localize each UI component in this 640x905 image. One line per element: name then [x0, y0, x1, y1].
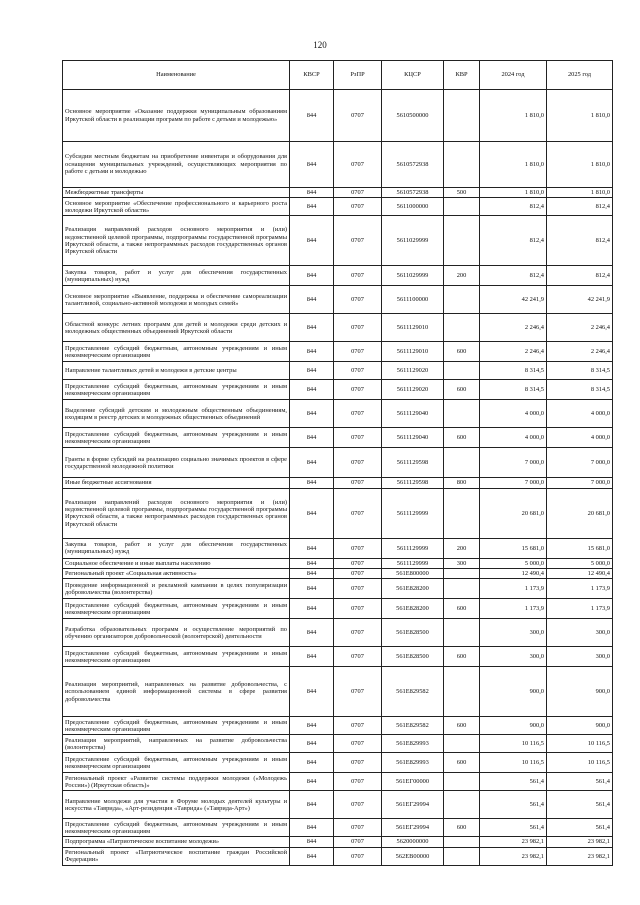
cell-kvr: 600: [444, 647, 480, 667]
cell-kvr: [444, 735, 480, 753]
cell-2025: 812,4: [547, 216, 613, 266]
cell-kcsr: 5611129040: [382, 428, 444, 448]
table-row: [63, 791, 613, 819]
table-row: [63, 599, 613, 619]
cell-rzpr: 0707: [334, 198, 382, 216]
cell-2025: 7 000,0: [547, 448, 613, 478]
cell-kcsr: 5611129020: [382, 380, 444, 400]
table-body: [63, 90, 613, 866]
cell-kcsr: 561E829993: [382, 753, 444, 773]
cell-kvsr: 844: [290, 619, 334, 647]
cell-kvr: 600: [444, 599, 480, 619]
table-row: [63, 569, 613, 579]
header-kcsr: КЦСР: [382, 61, 444, 90]
cell-kvr: 600: [444, 380, 480, 400]
cell-rzpr: 0707: [334, 400, 382, 428]
cell-kcsr: 5611029999: [382, 266, 444, 286]
cell-kcsr: 5611129020: [382, 362, 444, 380]
cell-kvsr: 844: [290, 198, 334, 216]
cell-2025: 23 982,1: [547, 847, 613, 865]
cell-rzpr: 0707: [334, 90, 382, 142]
cell-name: Предоставление субсидий бюджетным, автономным учреждениям и иным некоммерческим организациям: [63, 753, 290, 773]
cell-kvsr: 844: [290, 448, 334, 478]
cell-rzpr: 0707: [334, 216, 382, 266]
cell-2024: 42 241,9: [480, 286, 547, 314]
cell-rzpr: 0707: [334, 342, 382, 362]
cell-2024: 1 810,0: [480, 90, 547, 142]
cell-2025: 1 173,9: [547, 579, 613, 599]
table-row: [63, 735, 613, 753]
cell-2025: 8 314,5: [547, 380, 613, 400]
header-year-2024: 2024 год: [480, 61, 547, 90]
cell-2025: 20 681,0: [547, 488, 613, 538]
cell-2025: 1 810,0: [547, 90, 613, 142]
cell-2024: 2 246,4: [480, 314, 547, 342]
cell-2025: 2 246,4: [547, 314, 613, 342]
cell-kvr: [444, 837, 480, 847]
cell-2025: 812,4: [547, 266, 613, 286]
cell-name: Подпрограмма «Патриотическое воспитание молодежи»: [63, 837, 290, 847]
cell-2024: 300,0: [480, 647, 547, 667]
cell-kvsr: 844: [290, 188, 334, 198]
cell-rzpr: 0707: [334, 286, 382, 314]
header-row: [63, 61, 613, 90]
cell-2024: 7 000,0: [480, 478, 547, 488]
header-year-2025: 2025 год: [547, 61, 613, 90]
cell-2025: 23 982,1: [547, 837, 613, 847]
cell-kvsr: 844: [290, 428, 334, 448]
cell-kvr: [444, 847, 480, 865]
cell-2024: 23 982,1: [480, 847, 547, 865]
cell-2024: 7 000,0: [480, 448, 547, 478]
cell-rzpr: 0707: [334, 362, 382, 380]
cell-kcsr: 561E828500: [382, 647, 444, 667]
cell-rzpr: 0707: [334, 314, 382, 342]
page-number: 120: [313, 40, 327, 50]
cell-name: Социальное обеспечение и иные выплаты населению: [63, 558, 290, 568]
cell-rzpr: 0707: [334, 538, 382, 558]
cell-kvsr: 844: [290, 717, 334, 735]
cell-kvsr: 844: [290, 647, 334, 667]
table-row: [63, 342, 613, 362]
cell-2025: 8 314,5: [547, 362, 613, 380]
table-row: [63, 314, 613, 342]
cell-name: Предоставление субсидий бюджетным, автономным учреждениям и иным некоммерческим организациям: [63, 647, 290, 667]
cell-kvr: [444, 400, 480, 428]
cell-kvsr: 844: [290, 558, 334, 568]
cell-name: Предоставление субсидий бюджетным, автономным учреждениям и иным некоммерческим организациям: [63, 342, 290, 362]
cell-kvr: 600: [444, 819, 480, 837]
cell-name: Основное мероприятие «Оказание поддержки муниципальным образованиям Иркутской области в реализации программ по работе с детьми и молодежью»: [63, 90, 290, 142]
cell-kcsr: 5611100000: [382, 286, 444, 314]
table-row: [63, 847, 613, 865]
cell-name: Закупка товаров, работ и услуг для обеспечения государственных (муниципальных) нужд: [63, 266, 290, 286]
cell-rzpr: 0707: [334, 773, 382, 791]
cell-2025: 4 000,0: [547, 428, 613, 448]
table-row: [63, 188, 613, 198]
cell-2025: 5 000,0: [547, 558, 613, 568]
cell-2025: 561,4: [547, 819, 613, 837]
table-row: [63, 216, 613, 266]
cell-2025: 4 000,0: [547, 400, 613, 428]
cell-2024: 561,4: [480, 773, 547, 791]
cell-name: Основное мероприятие «Выявление, поддержка и обеспечение самореализации талантливой, социально-активной молодежи и молодых семей»: [63, 286, 290, 314]
cell-name: Предоставление субсидий бюджетным, автономным учреждениям и иным некоммерческим организациям: [63, 819, 290, 837]
cell-kcsr: 5611029999: [382, 216, 444, 266]
cell-kvr: [444, 619, 480, 647]
cell-rzpr: 0707: [334, 847, 382, 865]
cell-kcsr: 5610500000: [382, 90, 444, 142]
cell-kvr: 600: [444, 342, 480, 362]
cell-2025: 10 116,5: [547, 735, 613, 753]
table-row: [63, 380, 613, 400]
table-row: [63, 266, 613, 286]
cell-kcsr: 561E828200: [382, 579, 444, 599]
cell-2025: 900,0: [547, 667, 613, 717]
table-row: [63, 400, 613, 428]
cell-rzpr: 0707: [334, 558, 382, 568]
table-row: [63, 198, 613, 216]
cell-kvsr: 844: [290, 380, 334, 400]
cell-kvsr: 844: [290, 791, 334, 819]
cell-2024: 900,0: [480, 667, 547, 717]
cell-kcsr: 5611129999: [382, 488, 444, 538]
cell-2024: 812,4: [480, 266, 547, 286]
cell-2025: 7 000,0: [547, 478, 613, 488]
cell-kvr: 600: [444, 753, 480, 773]
cell-2024: 10 116,5: [480, 735, 547, 753]
cell-rzpr: 0707: [334, 735, 382, 753]
cell-2024: 23 982,1: [480, 837, 547, 847]
cell-2025: 300,0: [547, 619, 613, 647]
cell-2024: 4 000,0: [480, 400, 547, 428]
cell-rzpr: 0707: [334, 569, 382, 579]
cell-2024: 1 173,9: [480, 579, 547, 599]
cell-2024: 1 173,9: [480, 599, 547, 619]
cell-2025: 561,4: [547, 773, 613, 791]
cell-kvsr: 844: [290, 286, 334, 314]
cell-kvr: 600: [444, 717, 480, 735]
cell-kvsr: 844: [290, 538, 334, 558]
cell-kvsr: 844: [290, 488, 334, 538]
table-row: [63, 448, 613, 478]
cell-kvr: [444, 773, 480, 791]
cell-kvsr: 844: [290, 773, 334, 791]
cell-name: Региональный проект «Развитие системы поддержки молодежи («Молодежь России») (Иркутская область)»: [63, 773, 290, 791]
cell-2024: 4 000,0: [480, 428, 547, 448]
cell-2024: 900,0: [480, 717, 547, 735]
cell-kcsr: 561E828500: [382, 619, 444, 647]
cell-2025: 15 681,0: [547, 538, 613, 558]
cell-kcsr: 561EГ29994: [382, 819, 444, 837]
cell-kvr: [444, 142, 480, 188]
cell-kvsr: 844: [290, 142, 334, 188]
cell-kvsr: 844: [290, 90, 334, 142]
cell-2024: 10 116,5: [480, 753, 547, 773]
cell-2024: 15 681,0: [480, 538, 547, 558]
header-kvr: КВР: [444, 61, 480, 90]
table-row: [63, 538, 613, 558]
cell-kcsr: 561E828200: [382, 599, 444, 619]
cell-kcsr: 5611129010: [382, 314, 444, 342]
cell-kvr: 200: [444, 538, 480, 558]
cell-2025: 1 173,9: [547, 599, 613, 619]
cell-2024: 812,4: [480, 216, 547, 266]
cell-name: Закупка товаров, работ и услуг для обеспечения государственных (муниципальных) нужд: [63, 538, 290, 558]
cell-kvsr: 844: [290, 569, 334, 579]
cell-kcsr: 562EB00000: [382, 847, 444, 865]
cell-2024: 5 000,0: [480, 558, 547, 568]
cell-kvr: 800: [444, 478, 480, 488]
cell-name: Региональный проект «Социальная активность»: [63, 569, 290, 579]
cell-name: Основное мероприятие «Обеспечение профессионального и карьерного роста молодежи Иркутской области»: [63, 198, 290, 216]
table-row: [63, 717, 613, 735]
header-kvsr: КВСР: [290, 61, 334, 90]
cell-kcsr: 561E829993: [382, 735, 444, 753]
cell-rzpr: 0707: [334, 142, 382, 188]
cell-2025: 42 241,9: [547, 286, 613, 314]
cell-kvsr: 844: [290, 753, 334, 773]
cell-rzpr: 0707: [334, 791, 382, 819]
cell-kvsr: 844: [290, 362, 334, 380]
cell-kvsr: 844: [290, 342, 334, 362]
cell-kvr: [444, 667, 480, 717]
cell-2025: 300,0: [547, 647, 613, 667]
cell-name: Реализация мероприятий, направленных на развитие добровольчества (волонтерства): [63, 735, 290, 753]
cell-name: Предоставление субсидий бюджетным, автономным учреждениям и иным некоммерческим организациям: [63, 428, 290, 448]
cell-kvsr: 844: [290, 216, 334, 266]
table-row: [63, 488, 613, 538]
table-row: [63, 362, 613, 380]
cell-kvr: [444, 569, 480, 579]
cell-kvr: 500: [444, 188, 480, 198]
cell-name: Направление молодежи для участия в Форуме молодых деятелей культуры и искусства «Таврида», «Арт-резиденция «Таврида» («Таврида-Арт»): [63, 791, 290, 819]
cell-2024: 12 490,4: [480, 569, 547, 579]
cell-kvr: [444, 448, 480, 478]
cell-2024: 8 314,5: [480, 362, 547, 380]
cell-kvsr: 844: [290, 599, 334, 619]
cell-kvr: [444, 90, 480, 142]
cell-rzpr: 0707: [334, 837, 382, 847]
cell-2024: 20 681,0: [480, 488, 547, 538]
table-row: [63, 286, 613, 314]
cell-rzpr: 0707: [334, 428, 382, 448]
cell-name: Проведение информационной и рекламной кампании в целях популяризации добровольчества (волонтерства): [63, 579, 290, 599]
cell-2025: 12 490,4: [547, 569, 613, 579]
cell-kvr: [444, 198, 480, 216]
cell-kvr: [444, 791, 480, 819]
cell-2025: 1 810,0: [547, 188, 613, 198]
table-row: [63, 773, 613, 791]
cell-2025: 10 116,5: [547, 753, 613, 773]
cell-kcsr: 5611129598: [382, 448, 444, 478]
budget-table: [62, 60, 613, 866]
cell-kcsr: 561E829582: [382, 717, 444, 735]
table-row: [63, 619, 613, 647]
cell-kvsr: 844: [290, 667, 334, 717]
cell-kvsr: 844: [290, 579, 334, 599]
table-row: [63, 819, 613, 837]
table-row: [63, 579, 613, 599]
cell-kcsr: 5611129598: [382, 478, 444, 488]
table-row: [63, 428, 613, 448]
cell-kvr: [444, 314, 480, 342]
cell-kvr: [444, 488, 480, 538]
cell-rzpr: 0707: [334, 579, 382, 599]
table-row: [63, 667, 613, 717]
cell-rzpr: 0707: [334, 488, 382, 538]
cell-2024: 2 246,4: [480, 342, 547, 362]
cell-name: Гранты в форме субсидий на реализацию социально значимых проектов в сфере государственной молодежной политики: [63, 448, 290, 478]
cell-name: Реализация мероприятий, направленных на развитие добровольчества, с использованием единой информационной системы в сфере развития добровольчества: [63, 667, 290, 717]
cell-kcsr: 5610572938: [382, 142, 444, 188]
cell-name: Предоставление субсидий бюджетным, автономным учреждениям и иным некоммерческим организациям: [63, 599, 290, 619]
cell-name: Реализация направлений расходов основного мероприятия и (или) ведомственной целевой программы, подпрограммы государственной программы Иркутской области, а также непрограммных расходов государственных органов Иркутской области: [63, 488, 290, 538]
cell-name: Предоставление субсидий бюджетным, автономным учреждениям и иным некоммерческим организациям: [63, 380, 290, 400]
table-row: [63, 90, 613, 142]
cell-kvsr: 844: [290, 314, 334, 342]
cell-name: Иные бюджетные ассигнования: [63, 478, 290, 488]
cell-2025: 561,4: [547, 791, 613, 819]
cell-2024: 561,4: [480, 791, 547, 819]
cell-rzpr: 0707: [334, 599, 382, 619]
cell-kvsr: 844: [290, 400, 334, 428]
cell-kcsr: 5610572938: [382, 188, 444, 198]
cell-rzpr: 0707: [334, 647, 382, 667]
cell-kvr: [444, 286, 480, 314]
cell-2024: 300,0: [480, 619, 547, 647]
cell-kvr: 300: [444, 558, 480, 568]
cell-2024: 1 810,0: [480, 188, 547, 198]
cell-kvr: [444, 216, 480, 266]
cell-name: Реализация направлений расходов основного мероприятия и (или) ведомственной целевой программы, подпрограммы государственной программы Иркутской области, а также непрограммных расходов государственных органов Иркутской области: [63, 216, 290, 266]
cell-rzpr: 0707: [334, 819, 382, 837]
cell-kvsr: 844: [290, 847, 334, 865]
cell-rzpr: 0707: [334, 753, 382, 773]
cell-kcsr: 5620000000: [382, 837, 444, 847]
table-row: [63, 753, 613, 773]
cell-kcsr: 5611000000: [382, 198, 444, 216]
cell-rzpr: 0707: [334, 266, 382, 286]
cell-kvr: [444, 362, 480, 380]
table-row: [63, 837, 613, 847]
table-row: [63, 558, 613, 568]
table-row: [63, 142, 613, 188]
cell-kcsr: 561EГ00000: [382, 773, 444, 791]
cell-2024: 8 314,5: [480, 380, 547, 400]
cell-2025: 900,0: [547, 717, 613, 735]
cell-name: Межбюджетные трансферты: [63, 188, 290, 198]
cell-kcsr: 5611129040: [382, 400, 444, 428]
table-header: [63, 61, 613, 90]
table-row: [63, 647, 613, 667]
cell-name: Областной конкурс летних программ для детей и молодежи среди детских и молодежных общественных объединений Иркутской области: [63, 314, 290, 342]
cell-name: Субсидии местным бюджетам на приобретение инвентаря и оборудования для оснащения муниципальных учреждений, осуществляющих мероприятия по работе с детьми и молодежью: [63, 142, 290, 188]
table-row: [63, 478, 613, 488]
cell-2024: 561,4: [480, 819, 547, 837]
cell-name: Предоставление субсидий бюджетным, автономным учреждениям и иным некоммерческим организациям: [63, 717, 290, 735]
cell-kcsr: 5611129999: [382, 538, 444, 558]
cell-kcsr: 561E829582: [382, 667, 444, 717]
cell-kcsr: 561E800000: [382, 569, 444, 579]
header-name: Наименование: [63, 61, 290, 90]
cell-rzpr: 0707: [334, 478, 382, 488]
cell-kcsr: 5611129010: [382, 342, 444, 362]
cell-2025: 812,4: [547, 198, 613, 216]
cell-kvr: 200: [444, 266, 480, 286]
cell-name: Направление талантливых детей и молодежи в детские центры: [63, 362, 290, 380]
cell-2024: 1 810,0: [480, 142, 547, 188]
cell-name: Разработка образовательных программ и осуществление мероприятий по обучению организаторов добровольческой (волонтерской) деятельности: [63, 619, 290, 647]
cell-rzpr: 0707: [334, 380, 382, 400]
cell-rzpr: 0707: [334, 619, 382, 647]
cell-name: Региональный проект «Патриотическое воспитание граждан Российской Федерации»: [63, 847, 290, 865]
cell-kvsr: 844: [290, 819, 334, 837]
cell-kvr: 600: [444, 428, 480, 448]
cell-kcsr: 561EГ29994: [382, 791, 444, 819]
cell-2025: 2 246,4: [547, 342, 613, 362]
header-rzpr: РзПР: [334, 61, 382, 90]
cell-rzpr: 0707: [334, 448, 382, 478]
cell-2024: 812,4: [480, 198, 547, 216]
cell-kvsr: 844: [290, 837, 334, 847]
cell-2025: 1 810,0: [547, 142, 613, 188]
cell-kvsr: 844: [290, 266, 334, 286]
cell-kvsr: 844: [290, 735, 334, 753]
cell-rzpr: 0707: [334, 717, 382, 735]
cell-rzpr: 0707: [334, 667, 382, 717]
cell-name: Выделение субсидий детским и молодежным общественным объединениям, входящим в реестр детских и молодежных общественных объединений: [63, 400, 290, 428]
cell-kvsr: 844: [290, 478, 334, 488]
cell-rzpr: 0707: [334, 188, 382, 198]
cell-kcsr: 5611129999: [382, 558, 444, 568]
cell-kvr: [444, 579, 480, 599]
